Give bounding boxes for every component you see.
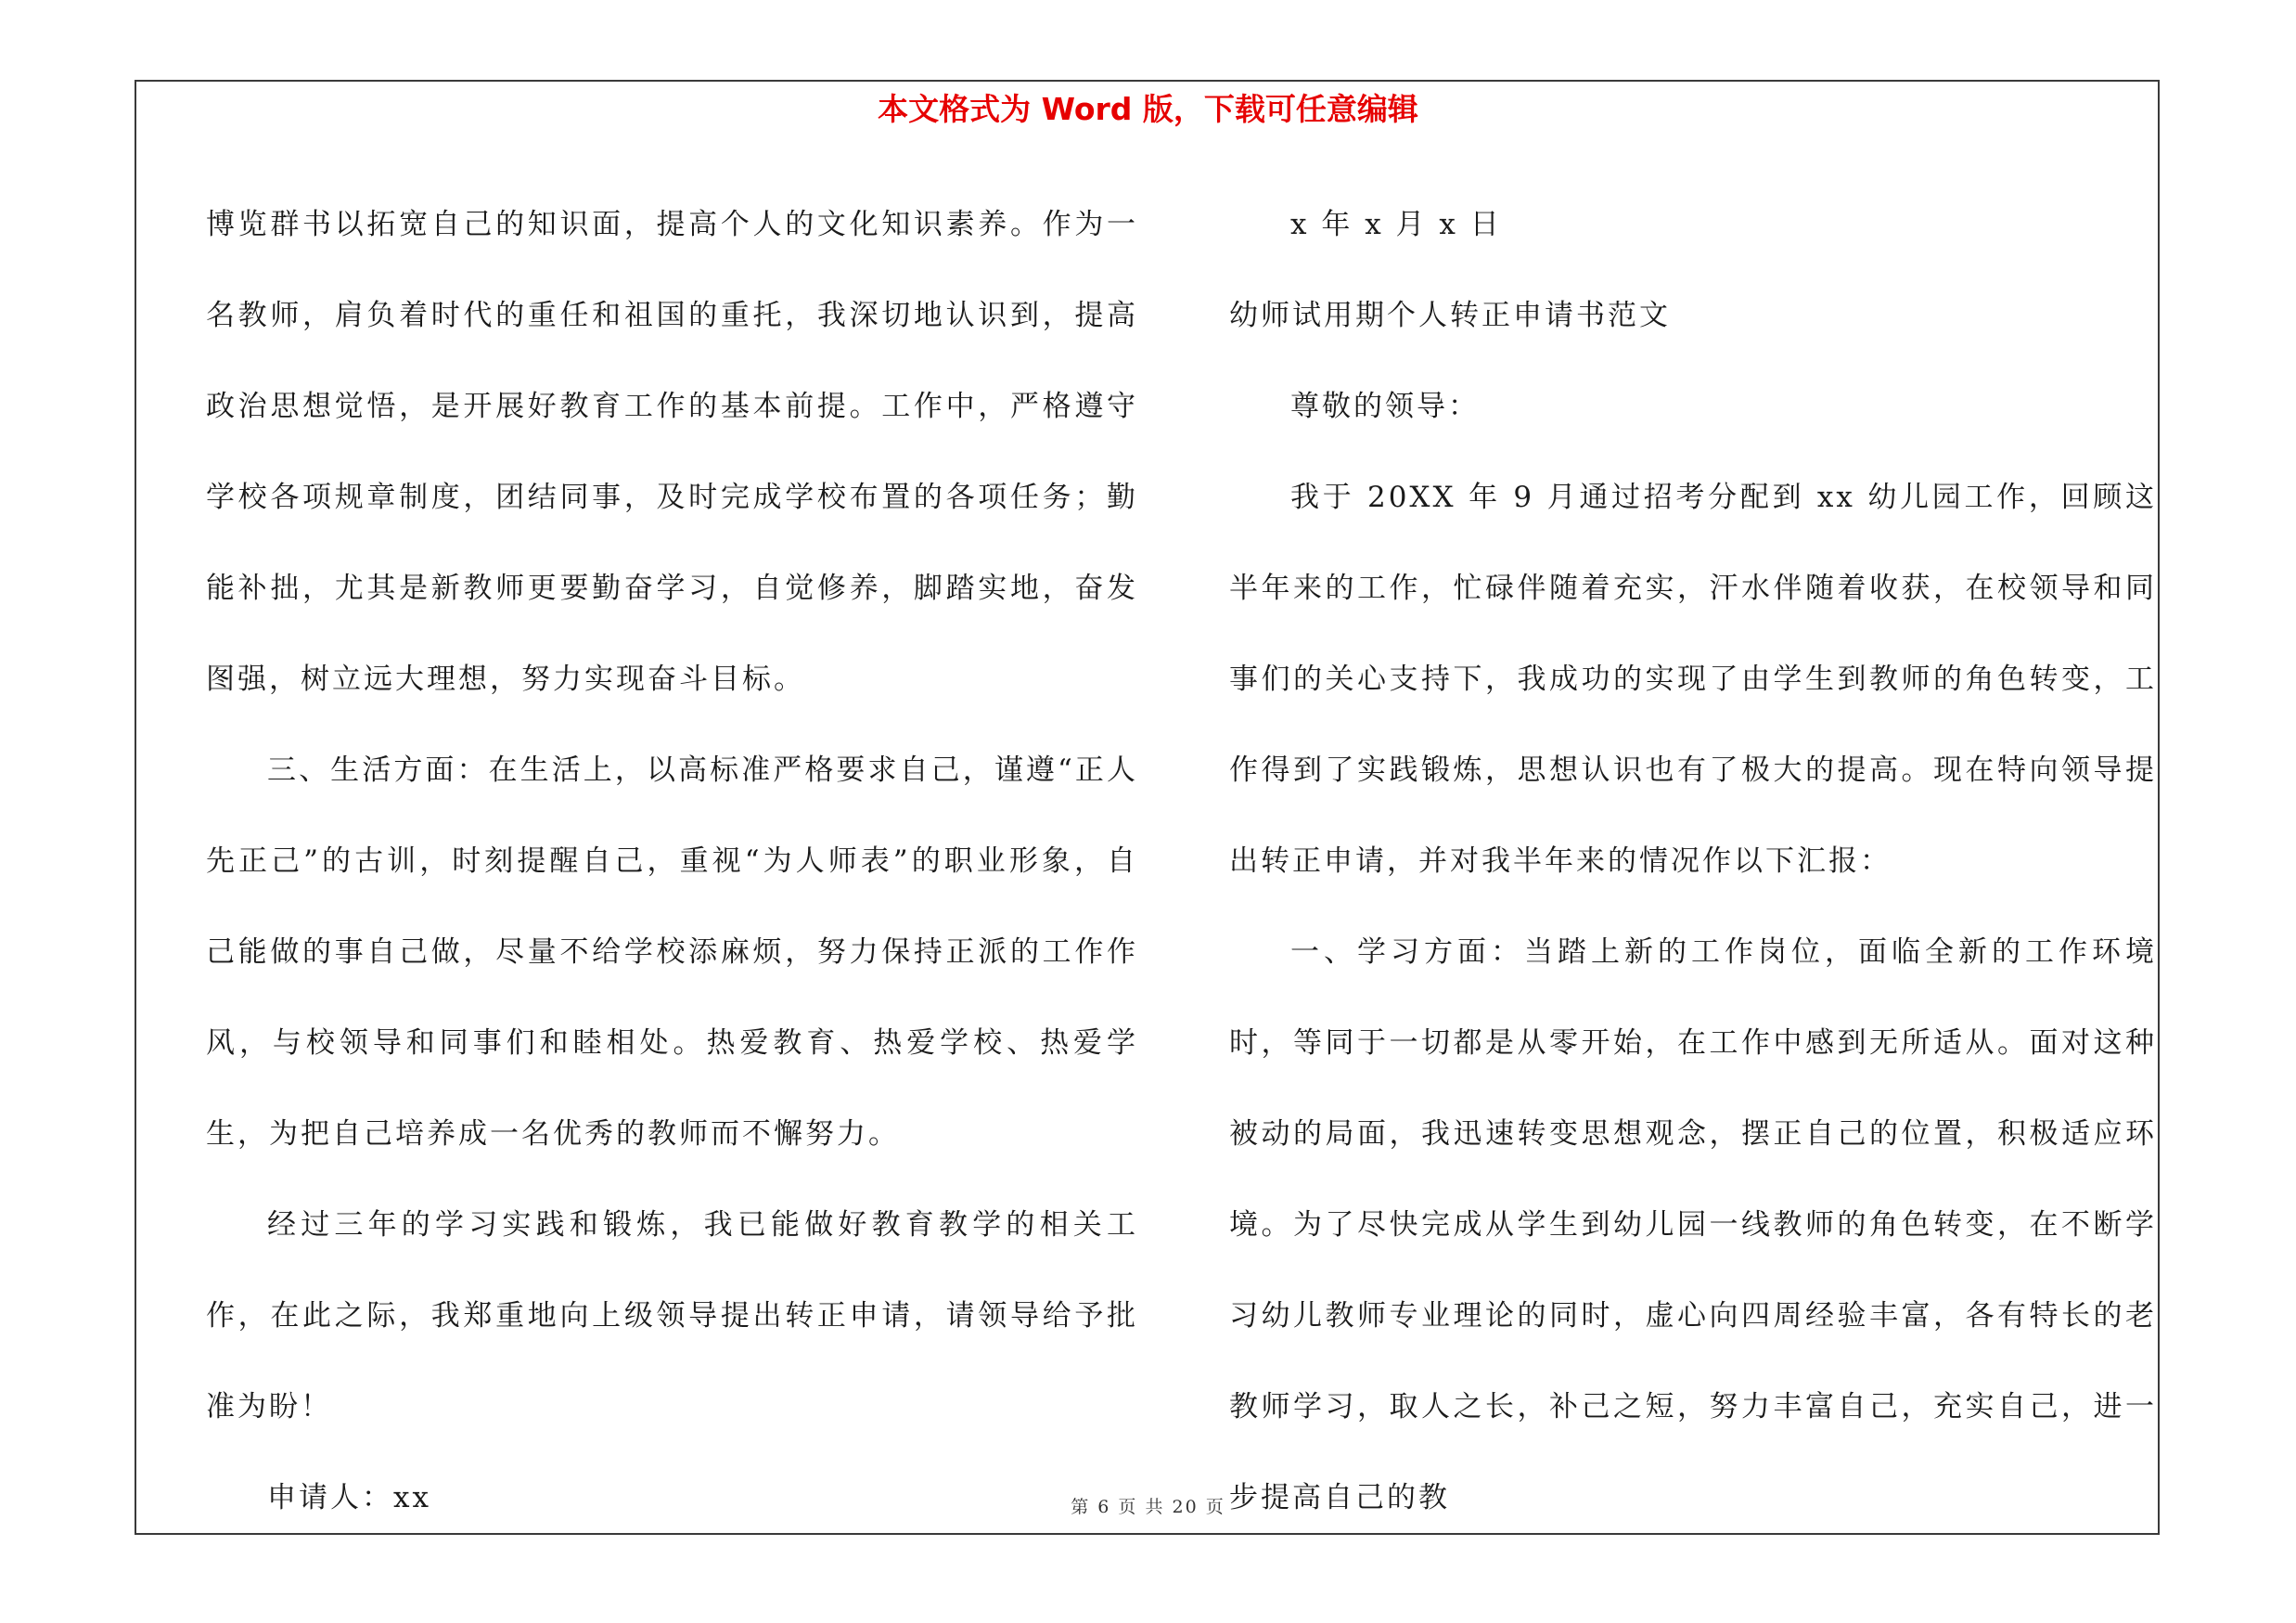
page-number-footer: 第 6 页 共 20 页 — [1071, 1497, 1225, 1517]
format-notice-banner: 本文格式为 Word 版，下载可任意编辑 — [878, 91, 1418, 127]
document-title: 幼师试用期个人转正申请书范文 — [1229, 299, 1671, 332]
paragraph: 一、学习方面：当踏上新的工作岗位，面临全新的工作环境时，等同于一切都是从零开始，在工作中感到无所适从。面对这种被动的局面，我迅速转变思想观念，摆正自己的位置，积极适应环境。为了尽快完成从学生到幼儿园一线教师的角色转变，在不断学习幼儿教师专业理论的同时，虚心向四周经验丰富，各有特长的老教师学习，取人之长，补己之短，努力丰富自己，充实自己，进一步提高自己的教 — [1229, 935, 2157, 1514]
paragraph: 我于 20XX 年 9 月通过招考分配到 xx 幼儿园工作，回顾这半年来的工作，忙碌伴随着充实，汗水伴随着收获，在校领导和同事们的关心支持下，我成功的实现了由学生到教师的角色转变，工作得到了实践锻炼，思想认识也有了极大的提高。现在特向领导提出转正申请，并对我半年来的情况作以下汇报： — [1229, 481, 2157, 878]
date-line: x 年 x 月 x 日 — [1290, 208, 1502, 241]
paragraph: 三、生活方面：在生活上，以高标准严格要求自己，谨遵“正人先正己”的古训，时刻提醒自己，重视“为人师表”的职业形象，自己能做的事自己做，尽量不给学校添麻烦，努力保持正派的工作作风，与校领导和同事们和睦相处。热爱教育、热爱学校、热爱学生，为把自己培养成一名优秀的教师而不懈努力。 — [206, 754, 1138, 1151]
paragraph: 经过三年的学习实践和锻炼，我已能做好教育教学的相关工作，在此之际，我郑重地向上级领导提出转正申请，请领导给予批准为盼！ — [206, 1208, 1138, 1423]
right-text-column — [1229, 179, 2157, 1543]
applicant-line: 申请人：xx — [267, 1481, 431, 1514]
paragraph: 博览群书以拓宽自己的知识面，提高个人的文化知识素养。作为一名教师，肩负着时代的重任和祖国的重托，我深切地认识到，提高政治思想觉悟，是开展好教育工作的基本前提。工作中，严格遵守学校各项规章制度，团结同事，及时完成学校布置的各项任务；勤能补拙，尤其是新教师更要勤奋学习，自觉修养，脚踏实地，奋发图强，树立远大理想，努力实现奋斗目标。 — [206, 208, 1138, 696]
salutation: 尊敬的领导： — [1290, 390, 1480, 423]
left-text-column — [206, 179, 1138, 1543]
